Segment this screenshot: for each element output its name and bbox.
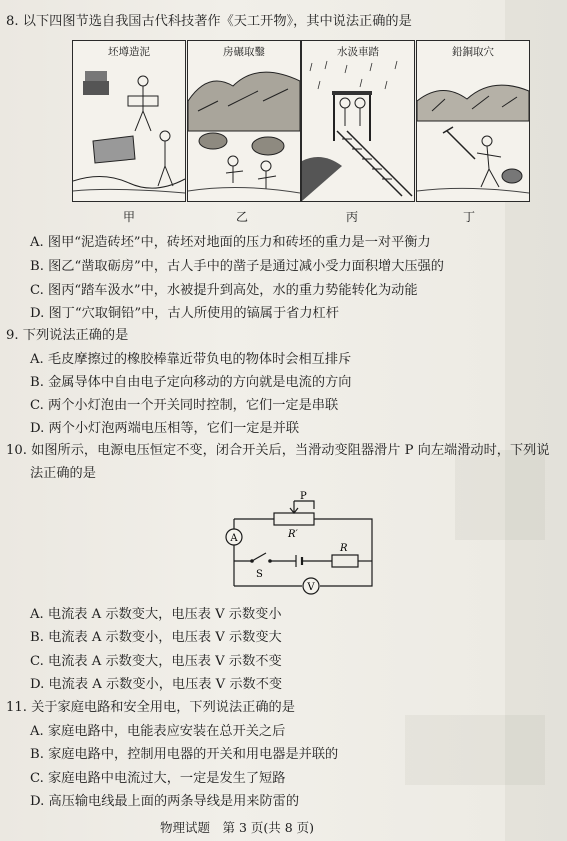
rheostat-label: R′ xyxy=(288,529,298,540)
q9-option-c: C. 两个小灯泡由一个开关同时控制，它们一定是串联 xyxy=(30,398,339,413)
figure-bing xyxy=(301,40,415,202)
ammeter-label: A xyxy=(230,533,238,544)
q10-stem-line1: 10. 如图所示，电源电压恒定不变，闭合开关后，当滑动变阻器滑片 P 向左端滑动时，下列说 xyxy=(6,443,550,458)
figure-jia-title: 坯墫造泥 xyxy=(108,46,150,58)
water-wheel-illustration xyxy=(302,41,414,201)
figure-ding-label: 丁 xyxy=(463,210,476,224)
q11-option-d: D. 高压输电线最上面的两条导线是用来防雷的 xyxy=(30,794,300,809)
figure-ding-title: 鉛銅取穴 xyxy=(452,46,494,58)
q10-option-c: C. 电流表 A 示数变大，电压表 V 示数不变 xyxy=(30,654,282,669)
q10-option-b: B. 电流表 A 示数变小，电压表 V 示数变大 xyxy=(30,630,282,645)
q8-option-b: B. 图乙“凿取砺房”中，古人手中的凿子是通过减小受力面积增大压强的 xyxy=(30,259,444,274)
figure-yi xyxy=(187,40,301,202)
brick-making-illustration xyxy=(73,41,185,201)
q9-option-b: B. 金属导体中自由电子定向移动的方向就是电流的方向 xyxy=(30,375,352,390)
q11-stem: 11. 关于家庭电路和安全用电，下列说法正确的是 xyxy=(6,700,295,715)
q8-option-c: C. 图丙“踏车汲水”中，水被提升到高处，水的重力势能转化为动能 xyxy=(30,283,418,298)
q9-option-d: D. 两个小灯泡两端电压相等，它们一定是并联 xyxy=(30,421,300,436)
switch-contact xyxy=(268,559,272,563)
q10-option-a: A. 电流表 A 示数变大，电压表 V 示数变小 xyxy=(30,607,282,622)
figure-jia-label: 甲 xyxy=(123,210,136,224)
bleed-through-figure-right xyxy=(405,715,545,785)
switch-label: S xyxy=(256,569,263,580)
oyster-chiseling-illustration xyxy=(188,41,300,201)
resistor-label: R xyxy=(340,543,348,554)
q8-option-a: A. 图甲“泥造砖坯”中，砖坯对地面的压力和砖坯的重力是一对平衡力 xyxy=(30,235,431,250)
q9-option-a: A. 毛皮摩擦过的橡胶棒靠近带负电的物体时会相互排斥 xyxy=(30,352,352,367)
circuit-diagram xyxy=(222,489,392,599)
q11-option-c: C. 家庭电路中电流过大，一定是发生了短路 xyxy=(30,771,286,786)
page-footer: 物理试题 第 3 页(共 8 页) xyxy=(160,820,315,835)
switch-contact xyxy=(250,559,254,563)
slider-label: P xyxy=(300,491,307,502)
q10-option-d: D. 电流表 A 示数变小，电压表 V 示数不变 xyxy=(30,677,283,692)
q11-option-b: B. 家庭电路中，控制用电器的开关和用电器是并联的 xyxy=(30,747,339,762)
figure-bing-label: 丙 xyxy=(346,210,359,224)
figure-bing-title: 水汲車踏 xyxy=(337,46,379,58)
figure-yi-label: 乙 xyxy=(236,210,249,224)
figure-jia xyxy=(72,40,186,202)
q11-option-a: A. 家庭电路中，电能表应安装在总开关之后 xyxy=(30,724,286,739)
q8-stem: 8. 以下四图节选自我国古代科技著作《天工开物》，其中说法正确的是 xyxy=(6,14,412,29)
figure-ding xyxy=(416,40,530,202)
bleed-through-figure-left xyxy=(455,450,545,540)
figure-yi-title: 房碾取鑿 xyxy=(223,46,265,58)
mining-illustration xyxy=(417,41,529,201)
voltmeter-label: V xyxy=(307,582,315,593)
q10-stem-line2: 法正确的是 xyxy=(30,466,96,481)
q9-stem: 9. 下列说法正确的是 xyxy=(6,328,129,343)
q8-option-d: D. 图丁“穴取铜铅”中，古人所使用的镐属于省力杠杆 xyxy=(30,306,339,321)
